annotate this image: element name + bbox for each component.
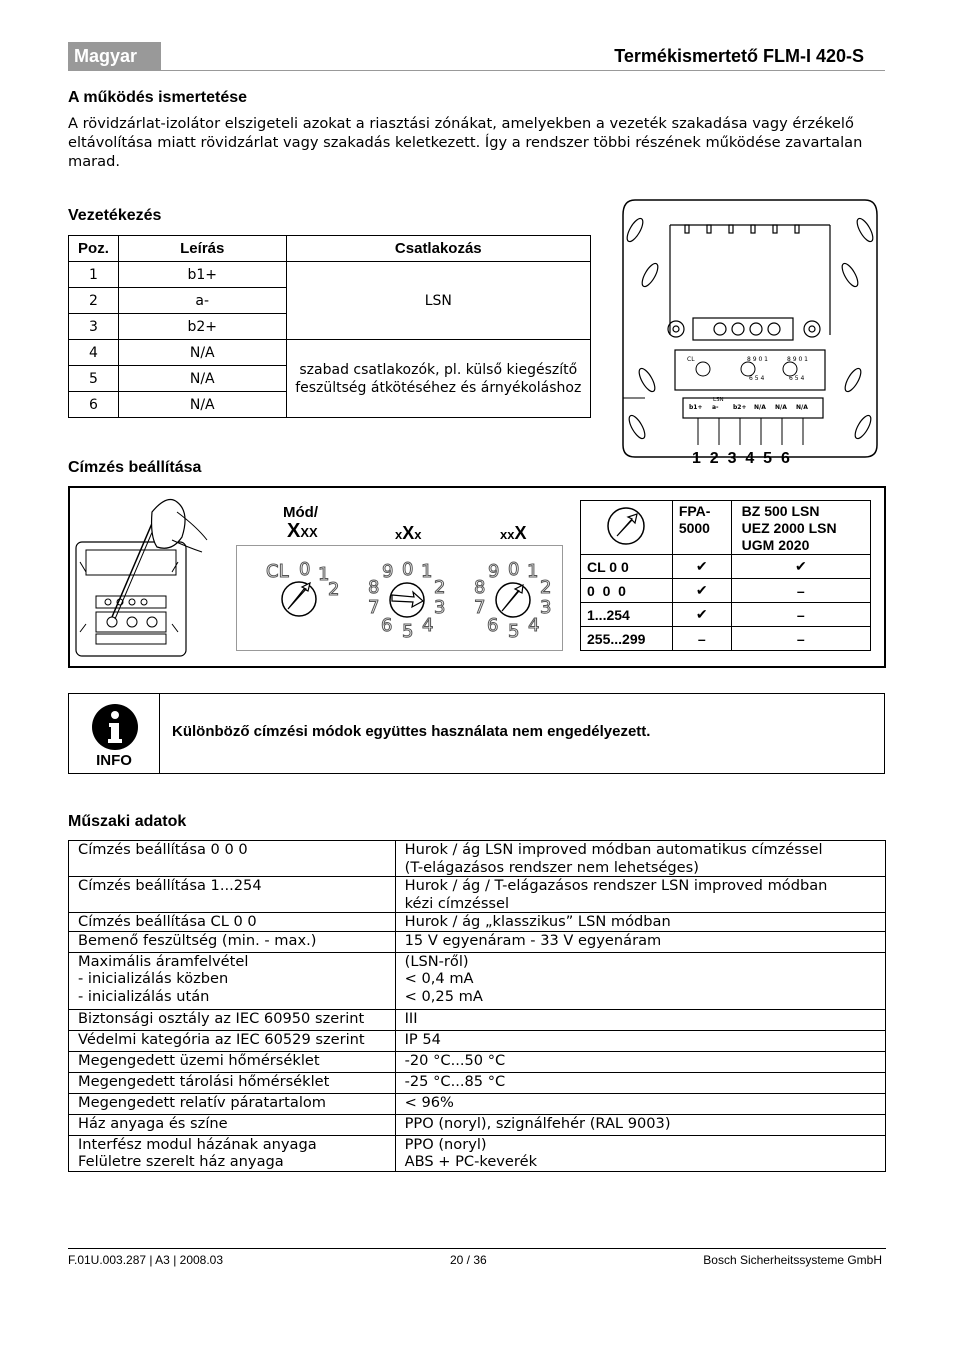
spec-key: Címzés beállítása 1...254 bbox=[69, 877, 396, 913]
table-row bbox=[69, 952, 886, 1009]
spec-key: Címzés beállítása CL 0 0 bbox=[69, 913, 396, 932]
spec-value: IP 54 bbox=[395, 1030, 885, 1051]
svg-text:1: 1 bbox=[421, 561, 433, 582]
table-row bbox=[581, 603, 871, 627]
info-icon bbox=[91, 703, 139, 751]
mode-label: Mód/ bbox=[283, 504, 318, 521]
footer-company: Bosch Sicherheitssysteme GmbH bbox=[703, 1253, 882, 1267]
pos-cell: 1 bbox=[69, 262, 119, 288]
switch-label-hundreds: XXX bbox=[287, 520, 318, 542]
spec-value: < 96% bbox=[395, 1093, 885, 1114]
svg-text:6 5 4: 6 5 4 bbox=[749, 375, 765, 382]
lsn-label: LSN bbox=[713, 397, 724, 403]
table-row bbox=[69, 340, 591, 366]
spec-key: Maximális áramfelvétel - inicializálás közben - inicializálás után bbox=[69, 952, 396, 1009]
svg-text:6 5 4: 6 5 4 bbox=[789, 375, 805, 382]
svg-text:7: 7 bbox=[474, 597, 486, 618]
spec-value: PPO (noryl) ABS + PC-keverék bbox=[395, 1135, 885, 1171]
addressing-heading: Címzés beállítása bbox=[68, 459, 202, 476]
spec-key: Címzés beállítása 0 0 0 bbox=[69, 841, 396, 877]
desc-cell: N/A bbox=[118, 340, 286, 366]
svg-text:2: 2 bbox=[540, 577, 552, 598]
table-row bbox=[69, 1114, 886, 1135]
mode-cell: CL 0 0 bbox=[581, 555, 673, 579]
fpa-cell: ✔ bbox=[672, 555, 731, 579]
pos-cell: 2 bbox=[69, 288, 119, 314]
bz-cell: – bbox=[731, 579, 870, 603]
table-row bbox=[69, 1051, 886, 1072]
svg-text:0: 0 bbox=[402, 559, 414, 580]
dial-mode-digit: 2 bbox=[328, 579, 340, 600]
dial-mode-cl: CL bbox=[266, 561, 289, 582]
spec-value: -25 °C...85 °C bbox=[395, 1072, 885, 1093]
footer-rule bbox=[68, 1248, 886, 1249]
spec-value: III bbox=[395, 1009, 885, 1030]
dial-mode-digit: 1 bbox=[318, 564, 330, 585]
spec-key: Interfész modul házának anyaga Felületre szerelt ház anyaga bbox=[69, 1135, 396, 1171]
table-row bbox=[581, 579, 871, 603]
table-row bbox=[69, 841, 886, 877]
terminal-label: N/A bbox=[754, 404, 766, 411]
svg-text:2: 2 bbox=[434, 577, 446, 598]
bz-cell: – bbox=[731, 603, 870, 627]
pos-cell: 3 bbox=[69, 314, 119, 340]
spec-value: Hurok / ág „klasszikus” LSN módban bbox=[395, 913, 885, 932]
svg-text:8: 8 bbox=[368, 577, 380, 598]
spec-value: Hurok / ág LSN improved módban automatikus címzéssel (T-elágazásos rendszer nem lehetséges) bbox=[395, 841, 885, 877]
dial-icon-cell bbox=[581, 501, 673, 555]
table-row bbox=[581, 555, 871, 579]
mode-cell: 1...254 bbox=[581, 603, 673, 627]
specs-heading: Műszaki adatok bbox=[68, 813, 187, 830]
compatibility-table bbox=[580, 500, 871, 651]
svg-text:3: 3 bbox=[540, 597, 552, 618]
info-text: Különböző címzési módok együttes használata nem engedélyezett. bbox=[172, 723, 651, 740]
fpa-cell: – bbox=[672, 627, 731, 651]
spec-value: (LSN-ről) < 0,4 mA < 0,25 mA bbox=[395, 952, 885, 1009]
svg-text:5: 5 bbox=[402, 621, 414, 642]
terminal-label: b2+ bbox=[733, 404, 747, 411]
table-row bbox=[69, 1135, 886, 1171]
svg-text:5: 5 bbox=[508, 621, 520, 642]
pos-cell: 5 bbox=[69, 366, 119, 392]
terminal-label: N/A bbox=[775, 404, 787, 411]
spec-key: Védelmi kategória az IEC 60529 szerint bbox=[69, 1030, 396, 1051]
table-row bbox=[69, 262, 591, 288]
column-header: Leírás bbox=[118, 236, 286, 262]
device-diagram bbox=[615, 195, 885, 465]
svg-text:6: 6 bbox=[487, 615, 499, 636]
desc-cell: b1+ bbox=[118, 262, 286, 288]
spec-key: Megengedett üzemi hőmérséklet bbox=[69, 1051, 396, 1072]
wiring-heading: Vezetékezés bbox=[68, 207, 162, 224]
info-label: INFO bbox=[96, 752, 132, 769]
svg-text:CL: CL bbox=[687, 356, 695, 363]
svg-text:3: 3 bbox=[434, 597, 446, 618]
svg-text:7: 7 bbox=[368, 597, 380, 618]
desc-cell: b2+ bbox=[118, 314, 286, 340]
language-tab: Magyar bbox=[68, 42, 161, 71]
spec-key: Bemenő feszültség (min. - max.) bbox=[69, 931, 396, 952]
desc-cell: a- bbox=[118, 288, 286, 314]
svg-text:6: 6 bbox=[381, 615, 393, 636]
desc-cell: N/A bbox=[118, 366, 286, 392]
spec-value: PPO (noryl), szignálfehér (RAL 9003) bbox=[395, 1114, 885, 1135]
table-row bbox=[69, 1009, 886, 1030]
svg-text:1: 1 bbox=[527, 561, 539, 582]
spec-value: Hurok / ág / T-elágazásos rendszer LSN improved módban kézi címzéssel bbox=[395, 877, 885, 913]
column-header: Csatlakozás bbox=[286, 236, 590, 262]
fpa-cell: ✔ bbox=[672, 603, 731, 627]
table-header-row bbox=[69, 236, 591, 262]
table-row bbox=[69, 1030, 886, 1051]
table-row bbox=[69, 1093, 886, 1114]
specs-table bbox=[68, 840, 886, 1172]
column-header: FPA- 5000 bbox=[672, 501, 731, 555]
bz-cell: ✔ bbox=[731, 555, 870, 579]
table-row bbox=[69, 913, 886, 932]
spec-key: Megengedett tárolási hőmérséklet bbox=[69, 1072, 396, 1093]
spec-key: Megengedett relatív páratartalom bbox=[69, 1093, 396, 1114]
column-header: BZ 500 LSN UEZ 2000 LSN UGM 2020 bbox=[731, 501, 870, 555]
svg-text:8: 8 bbox=[474, 577, 486, 598]
svg-text:9: 9 bbox=[488, 561, 500, 582]
table-row bbox=[69, 877, 886, 913]
rotary-dial-icon bbox=[604, 504, 648, 548]
desc-cell: N/A bbox=[118, 392, 286, 418]
terminal-label: N/A bbox=[796, 404, 808, 411]
screwdriver-illustration bbox=[72, 492, 212, 660]
pos-cell: 6 bbox=[69, 392, 119, 418]
rotary-switch-panel bbox=[236, 545, 563, 651]
table-row bbox=[69, 1072, 886, 1093]
table-header-row bbox=[581, 501, 871, 555]
dial-mode-digit: 0 bbox=[299, 559, 311, 580]
spec-value: -20 °C...50 °C bbox=[395, 1051, 885, 1072]
header-rule bbox=[161, 70, 885, 71]
connection-cell: szabad csatlakozók, pl. külső kiegészítő feszültség átkötéséhez és árnyékoláshoz bbox=[286, 340, 590, 418]
spec-value: 15 V egyenáram - 33 V egyenáram bbox=[395, 931, 885, 952]
svg-text:8 9 0 1: 8 9 0 1 bbox=[747, 356, 768, 363]
mode-cell: 0 0 0 bbox=[581, 579, 673, 603]
bz-cell: – bbox=[731, 627, 870, 651]
footer-page-number: 20 / 36 bbox=[450, 1253, 487, 1267]
table-row bbox=[581, 627, 871, 651]
terminal-label: b1+ bbox=[689, 404, 703, 411]
table-row bbox=[69, 931, 886, 952]
svg-text:0: 0 bbox=[508, 559, 520, 580]
footer-doc-id: F.01U.003.287 | A3 | 2008.03 bbox=[68, 1253, 224, 1267]
wiring-table bbox=[68, 235, 591, 418]
svg-text:4: 4 bbox=[422, 615, 434, 636]
pos-cell: 4 bbox=[69, 340, 119, 366]
document-title: Termékismertető FLM-I 420-S bbox=[614, 46, 864, 66]
fpa-cell: ✔ bbox=[672, 579, 731, 603]
description-heading: A működés ismertetése bbox=[68, 89, 248, 106]
switch-label-tens: xXx bbox=[395, 523, 422, 543]
column-header: Poz. bbox=[69, 236, 119, 262]
connection-cell: LSN bbox=[286, 262, 590, 340]
svg-text:4: 4 bbox=[528, 615, 540, 636]
description-text: A rövidzárlat-izolátor elszigeteli azokat a riasztási zónákat, amelyekben a vezeték szakadása vagy érzékelő eltávolítása miatt rövidzárlat vagy szakadás keletkezett. Így a rendszer többi részének működése zavartalan marad. bbox=[68, 115, 863, 170]
svg-text:9: 9 bbox=[382, 561, 394, 582]
terminal-label: a- bbox=[712, 404, 719, 411]
mode-cell: 255...299 bbox=[581, 627, 673, 651]
switch-label-units: xxX bbox=[500, 523, 527, 543]
terminal-numbers: 1 2 3 4 5 6 bbox=[692, 450, 790, 465]
spec-key: Biztonsági osztály az IEC 60950 szerint bbox=[69, 1009, 396, 1030]
spec-key: Ház anyaga és színe bbox=[69, 1114, 396, 1135]
svg-text:8 9 0 1: 8 9 0 1 bbox=[787, 356, 808, 363]
